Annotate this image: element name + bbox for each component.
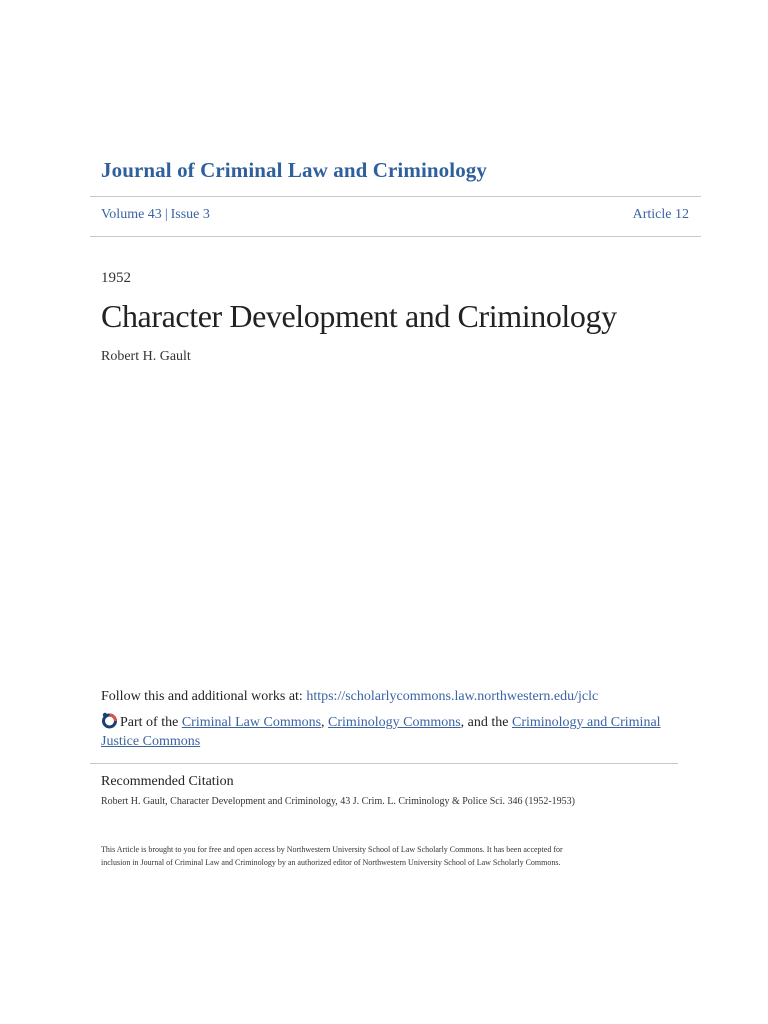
criminology-criminal-justice-commons-link[interactable]: Criminology and Criminal Justice Commons bbox=[101, 715, 661, 749]
and-the-text: , and the bbox=[460, 715, 512, 730]
volume-link[interactable]: Volume 43 bbox=[101, 207, 162, 222]
article-number-link[interactable]: Article 12 bbox=[632, 207, 689, 222]
article-author: Robert H. Gault bbox=[101, 349, 191, 364]
header-divider-top bbox=[90, 196, 701, 197]
issue-separator: | bbox=[164, 207, 168, 222]
collection-url-link[interactable]: https://scholarlycommons.law.northwestern.edu/jclc bbox=[306, 689, 599, 704]
part-of-prefix: Part of the bbox=[120, 715, 182, 730]
journal-title[interactable]: Journal of Criminal Law and Criminology bbox=[101, 158, 488, 182]
part-of-line bbox=[101, 712, 676, 751]
comma-separator: , bbox=[321, 715, 329, 730]
citation-divider bbox=[90, 763, 678, 764]
recommended-citation-heading: Recommended Citation bbox=[101, 774, 234, 789]
recommended-citation-text: Robert H. Gault, Character Development and Criminology, 43 J. Crim. L. Criminology & Police Sci. 346 (1952-1953) bbox=[101, 796, 576, 807]
publication-year: 1952 bbox=[101, 270, 131, 286]
article-title: Character Development and Criminology bbox=[101, 298, 617, 334]
criminology-commons-link[interactable]: Criminology Commons bbox=[328, 715, 461, 730]
access-statement-line-2: inclusion in Journal of Criminal Law and Criminology by an authorized editor of Northwestern University School of Law Scholarly Commons. bbox=[101, 858, 561, 867]
volume-issue bbox=[101, 207, 210, 223]
access-statement-line-1: This Article is brought to you for free and open access by Northwestern University School of Law Scholarly Commons. It has been accepted for bbox=[101, 845, 563, 854]
header-divider-bottom bbox=[90, 236, 701, 237]
network-commons-icon bbox=[101, 712, 118, 729]
issue-link[interactable]: Issue 3 bbox=[170, 207, 210, 222]
follow-line bbox=[101, 689, 701, 705]
access-statement bbox=[101, 843, 661, 869]
issue-line bbox=[101, 207, 689, 223]
criminal-law-commons-link[interactable]: Criminal Law Commons bbox=[181, 715, 322, 730]
follow-label: Follow this and additional works at: bbox=[101, 689, 307, 704]
